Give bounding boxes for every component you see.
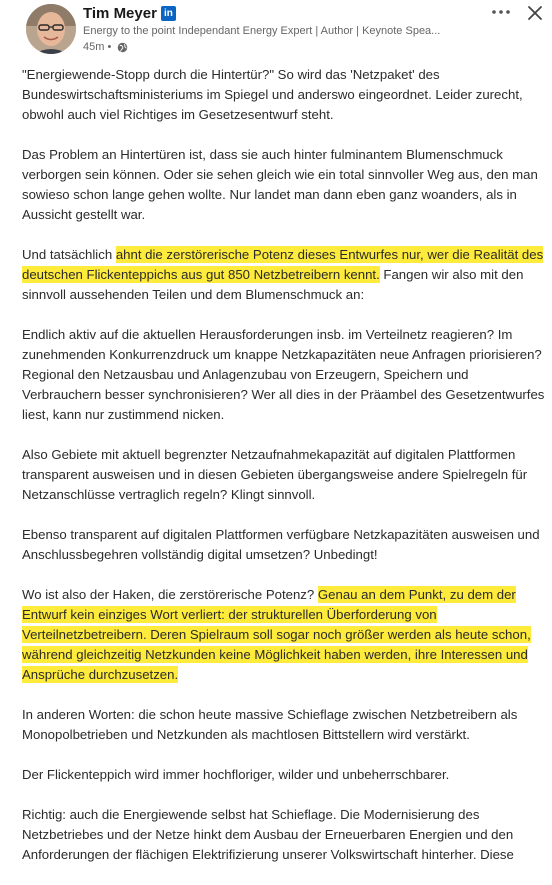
more-horizontal-icon[interactable] <box>490 4 512 20</box>
post-text: Fangen wir also mit den sinnvoll aussehenden Teilen und dem Blumenschmuck an: <box>22 267 524 302</box>
post-text: Und tatsächlich <box>22 247 116 262</box>
highlighted-text: ahnt die zerstörerische Potenz dieses Entwurfes nur, wer die Realität des deutschen Flickenteppichs aus gut 850 Netzbetreibern kennt. <box>22 247 544 282</box>
post-meta <box>83 41 128 53</box>
meta-separator: • <box>104 41 115 53</box>
post-paragraph <box>22 245 546 305</box>
author-name[interactable]: Tim Meyer <box>83 5 157 22</box>
post-header <box>0 0 552 60</box>
post-paragraph: Das Problem an Hintertüren ist, dass sie auch hinter fulminantem Blumenschmuck verborgen sein können. Oder sie sehen gleich wie ein total sinnvoller Weg aus, den man sowieso schon lange gehen wollte. Nur landet man dann eben ganz woanders, als in Aussicht gestellt war. <box>22 147 538 222</box>
post-paragraph: "Energiewende-Stopp durch die Hintertür?" So wird das 'Netzpaket' des Bundeswirtschaftsministeriums im Spiegel und anderswo eingeordnet. Leider zurecht, obwohl auch viel Richtiges im Gesetzesentwurf steht. <box>22 67 523 122</box>
close-icon[interactable] <box>526 4 544 22</box>
avatar-image <box>26 4 76 54</box>
highlighted-text: Genau an dem Punkt, zu dem der Entwurf kein einziges Wort verliert: der strukturellen Überforderung von Verteilnetzbetreibern. Deren Spielraum soll sogar noch größer werden als heute schon, während gleichzeitig Netzkunden keine Möglichkeit haben werden, ihre Interessen und Ansprüche durchzusetzen. <box>22 587 531 682</box>
author-name-row <box>83 5 176 22</box>
post-paragraph: Ebenso transparent auf digitalen Plattformen verfügbare Netzkapazitäten ausweisen und Anschlussbegehren vollständig digital umsetzen? Unbedingt! <box>22 527 540 562</box>
post-paragraph <box>22 585 546 685</box>
post-body <box>22 65 546 885</box>
post-text: Wo ist also der Haken, die zerstörerische Potenz? <box>22 587 318 602</box>
linkedin-icon: in <box>161 6 176 21</box>
author-headline: Energy to the point Independant Energy Expert | Author | Keynote Spea... <box>83 25 441 37</box>
globe-icon <box>117 42 128 53</box>
post-paragraph: In anderen Worten: die schon heute massive Schieflage zwischen Netzbetreibern als Monopolbetrieben und Netzkunden als machtlosen Bittstellern wird verstärkt. <box>22 707 518 742</box>
post-paragraph: Endlich aktiv auf die aktuellen Herausforderungen insb. im Verteilnetz reagieren? Im zunehmenden Konkurrenzdruck um knappe Netzkapazitäten neue Anfragen priorisieren? Regional den Netzausbau und Anlagenzubau von Erzeugern, Speichern und Verbrauchern besser synchronisieren? Wer all dies in der Präambel des Gesetzentwurfes liest, kann nur zustimmend nicken. <box>22 327 545 422</box>
avatar[interactable] <box>26 4 76 54</box>
post-paragraph: Richtig: auch die Energiewende selbst hat Schieflage. Die Modernisierung des Netzbetriebes und der Netze hinkt dem Ausbau der Erneuerbaren Energien und den Anforderungen der flächigen Elektrifizierung unserer Volkswirtschaft hinterher. Diese <box>22 807 514 862</box>
post-paragraph: Der Flickenteppich wird immer hochfloriger, wilder und unbeherrschbarer. <box>22 767 450 782</box>
post-time: 45m <box>83 41 105 53</box>
post-paragraph: Also Gebiete mit aktuell begrenzter Netzaufnahmekapazität auf digitalen Plattformen transparent ausweisen und in diesen Gebieten übergangsweise andere Spielregeln für Netzanschlüsse vertraglich regeln? Klingt sinnvoll. <box>22 447 528 502</box>
